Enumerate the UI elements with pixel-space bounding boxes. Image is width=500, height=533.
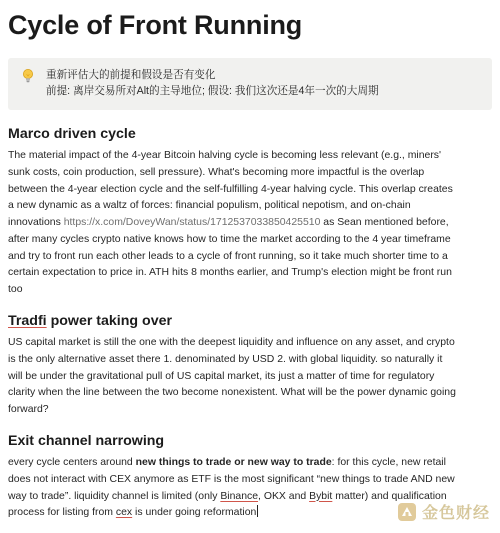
spellcheck-word: Binance: [220, 490, 259, 502]
text-fragment: innovations: [8, 217, 64, 228]
text-line: after many cycles crypto native knows how to time the market according to the 4 year timeframe: [8, 233, 451, 245]
text-fragment: is under going reformation: [132, 507, 257, 519]
callout-line-2: 前提: 离岸交易所对Alt的主导地位; 假设: 我们这次还是4年一次的大周期: [46, 85, 379, 97]
callout-text: [46, 67, 379, 110]
text-line: too: [8, 284, 23, 295]
text-line: and try to front run each other leads to a cycle of front running, so it take much shorter time to a: [8, 250, 448, 262]
jinse-logo-icon: [397, 502, 417, 522]
text-line: does not interact with CEX anymore as ETF is the most significant “new things to trade AND new: [8, 473, 455, 485]
text-line: forward?: [8, 404, 49, 415]
text-fragment: way to trade”. liquidity channel is limited (only: [8, 490, 221, 502]
spellcheck-word: Bybit: [309, 490, 333, 502]
text-line: US capital market is still the one with the deepest liquidity and influence on any asset, and crypto: [8, 337, 455, 348]
lightbulb-icon: [20, 68, 36, 84]
tweet-link[interactable]: https://x.com/DoveyWan/status/1712537033850425510: [63, 217, 321, 228]
text-cursor: [257, 505, 258, 517]
callout-line-1: 重新评估大的前提和假设是否有变化: [46, 69, 216, 81]
text-fragment: process for listing from: [8, 507, 116, 519]
text-line: between the 4-year election cycle and the self-fulfilling 4-year halving cycle. This overlap creates: [8, 183, 453, 195]
paragraph-marco-driven-cycle: [8, 148, 494, 299]
text-fragment: , OKX and: [258, 490, 310, 502]
section-heading-exit-channel: Exit channel narrowing: [8, 433, 165, 449]
text-line: certain expectation to price in. ATH hits 8 months earlier, and Trump's election might be front run: [8, 267, 452, 279]
text-line: is the only alternative asset there 1. denominated by USD 2. with global liquidity. so naturally it: [8, 353, 443, 365]
bold-phrase: new things to trade or new way to trade: [135, 457, 332, 468]
watermark-text: 金色财经: [421, 505, 490, 522]
text-fragment: matter) and qualification: [332, 490, 447, 502]
heading-fragment: power taking over: [46, 313, 172, 329]
text-fragment: every cycle centers around: [8, 457, 136, 468]
text-line: a new dynamic as a waltz of forces: financial populism, political nepotism, and on-chain: [8, 200, 411, 212]
text-line: clarity when the line between the two become nonexistent. What will be the power dynamic going: [8, 387, 456, 399]
spellcheck-word: Tradfi: [8, 313, 47, 329]
section-heading-marco-driven-cycle: Marco driven cycle: [8, 126, 136, 142]
spellcheck-word: cex: [115, 507, 133, 519]
text-fragment: : for this cycle, new retail: [331, 457, 446, 468]
text-line: The material impact of the 4-year Bitcoin halving cycle is becoming less relevant (e.g., miners': [8, 150, 442, 161]
paragraph-tradfi-power: [8, 335, 494, 419]
text-line: sunk costs, coin production, sell pressure). What's becoming more impactful is the overlap: [8, 166, 425, 178]
text-line: [8, 455, 494, 472]
text-line: will be under the gravitational pull of US capital market, its just a matter of time for regulatory: [8, 370, 435, 382]
page-title: Cycle of Front Running: [8, 10, 303, 40]
text-fragment: as Sean mentioned before,: [320, 217, 449, 228]
text-line-with-link: [8, 215, 494, 232]
section-heading-tradfi-power: [8, 313, 172, 329]
watermark: [397, 500, 490, 523]
callout-block: [8, 58, 492, 110]
